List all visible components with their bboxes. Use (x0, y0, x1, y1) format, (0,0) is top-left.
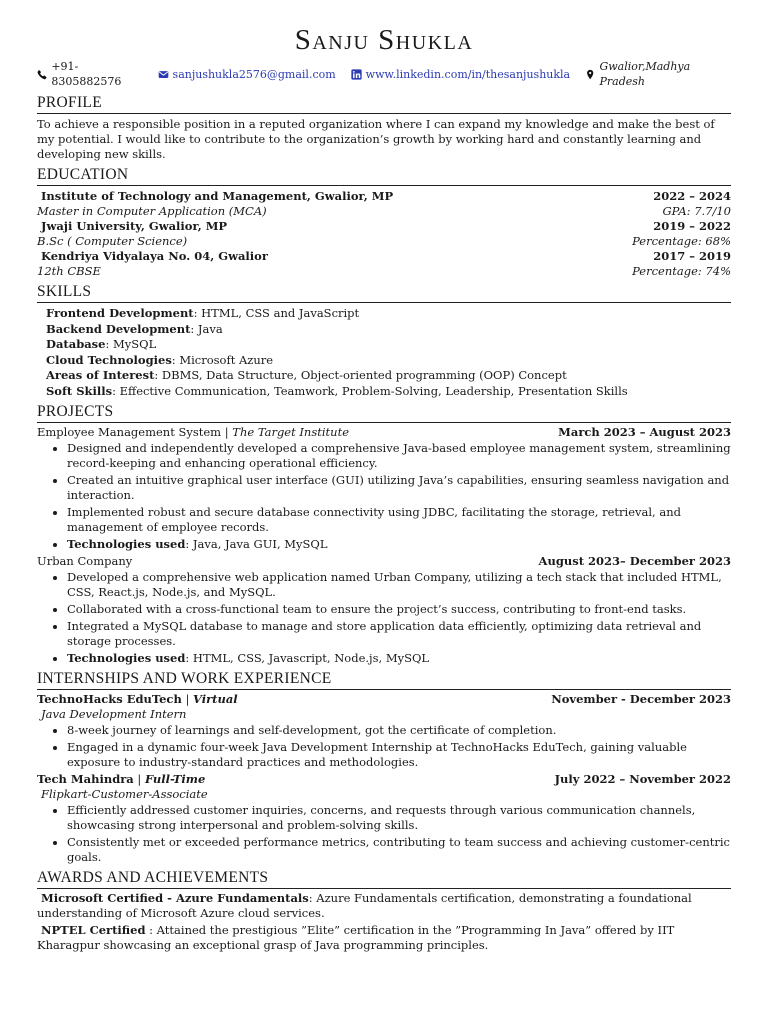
experience-role: Flipkart-Customer-Associate (41, 787, 208, 801)
linkedin-icon (351, 69, 362, 80)
skill-row (46, 322, 731, 338)
tech-value: : Java, Java GUI, MySQL (185, 537, 328, 551)
skill-row (46, 353, 731, 369)
skills-list (37, 306, 731, 399)
experience-bullet: • Consistently met or exceeded performance metrics, contributing to team success and achieving customer-centric goals. (67, 835, 731, 865)
experience-bullet: • Engaged in a dynamic four-week Java Development Internship at TechnoHacks EduTech, gaining valuable exposure to industry-standard practices and methodologies. (67, 740, 731, 770)
profile-section (37, 94, 731, 162)
education-score: Percentage: 74% (632, 264, 731, 278)
skill-label: Database (46, 337, 106, 351)
education-years: 2019 – 2022 (653, 219, 731, 233)
award-title: NPTEL Certified (41, 923, 146, 937)
contact-phone[interactable] (37, 59, 143, 89)
profile-text: To achieve a responsible position in a reputed organization where I can expand my knowledge and make the best of my potential. I would like to contribute to the organization’s growth by working hard and constantly learning and developing new skills. (37, 117, 715, 161)
employment-type: Full-Time (144, 772, 206, 786)
school-name: Kendriya Vidyalaya No. 04, Gwalior (41, 249, 268, 263)
project-dates: August 2023– December 2023 (538, 554, 731, 568)
experience-dates: November - December 2023 (551, 692, 731, 706)
education-entry-detail (37, 234, 731, 249)
education-entry-header (37, 189, 731, 204)
project-bullets (37, 441, 731, 552)
project-title-group (37, 554, 132, 569)
experience-bullets (37, 723, 731, 770)
skill-row (46, 337, 731, 353)
project-org: The Target Institute (232, 425, 349, 439)
section-title-education: EDUCATION (37, 166, 731, 186)
skill-row (46, 384, 731, 400)
education-years: 2022 – 2024 (653, 189, 731, 203)
experience-header (37, 692, 731, 707)
contact-bar (37, 59, 731, 89)
tech-label: Technologies used (67, 651, 186, 665)
employment-type: Virtual (193, 692, 238, 706)
skill-value: : Effective Communication, Teamwork, Problem-Solving, Leadership, Presentation Skills (112, 383, 628, 398)
skill-value: : HTML, CSS and JavaScript (193, 306, 360, 320)
school-name: Institute of Technology and Management, Gwalior, MP (41, 189, 394, 203)
project-bullet: • Designed and independently developed a comprehensive Java-based employee management system, streamlining record-keeping and enhancing operational efficiency. (67, 441, 731, 471)
skill-value: : MySQL (105, 337, 157, 351)
skill-value: : Microsoft Azure (171, 352, 274, 367)
award-entry (37, 923, 731, 953)
experience-list (37, 692, 731, 865)
skill-label: Backend Development (46, 321, 191, 336)
skill-label: Areas of Interest (46, 368, 155, 382)
project-header (37, 425, 731, 440)
project-title: Urban Company (37, 554, 133, 568)
project-tech (67, 651, 731, 666)
project-bullet: • Integrated a MySQL database to manage and store application data efficiently, optimizing data retrieval and storage processes. (67, 619, 731, 649)
school-name: Jwaji University, Gwalior, MP (41, 219, 228, 233)
experience-dates: July 2022 – November 2022 (554, 772, 731, 786)
project-separator: | (221, 425, 233, 439)
degree-name: 12th CBSE (37, 264, 101, 278)
project-title: Employee Management System (37, 425, 222, 439)
project-bullets (37, 570, 731, 666)
education-score: GPA: 7.7/10 (662, 204, 731, 218)
education-section (37, 166, 731, 279)
location-text: Gwalior,Madhya Pradesh (599, 60, 691, 88)
contact-linkedin[interactable] (351, 67, 570, 82)
project-dates: March 2023 – August 2023 (558, 425, 731, 439)
education-entry-detail (37, 204, 731, 219)
experience-separator: | (181, 692, 193, 706)
project-bullet: • Collaborated with a cross-functional team to ensure the project’s success, contributing to front-end tasks. (67, 602, 731, 617)
skill-label: Cloud Technologies (46, 352, 172, 367)
skill-value: : DBMS, Data Structure, Object-oriented programming (OOP) Concept (154, 368, 567, 382)
education-score: Percentage: 68% (632, 234, 731, 248)
projects-list (37, 425, 731, 666)
envelope-icon (158, 69, 169, 80)
experience-bullet: • 8-week journey of learnings and self-development, got the certificate of completion. (67, 723, 731, 738)
candidate-name: Sanju Shukla (294, 24, 474, 56)
skills-section (37, 283, 731, 399)
section-title-profile: PROFILE (37, 94, 731, 114)
degree-name: Master in Computer Application (MCA) (37, 204, 267, 218)
awards-list (37, 891, 731, 953)
award-text: : Attained the prestigious ”Elite” certification in the ”Programming In Java” offered by IIT Kharagpur showcasing an exceptional grasp of Java programming principles. (37, 923, 675, 952)
education-entry-header (37, 219, 731, 234)
projects-section (37, 403, 731, 666)
project-bullet: • Implemented robust and secure database connectivity using JDBC, facilitating the storage, retrieval, and management of employee records. (67, 505, 731, 535)
tech-value: : HTML, CSS, Javascript, Node.js, MySQL (185, 651, 430, 665)
project-title-group (37, 425, 349, 440)
project-header (37, 554, 731, 569)
tech-label: Technologies used (67, 537, 186, 551)
email-link: sanjushukla2576@gmail.com (172, 67, 336, 81)
degree-name: B.Sc ( Computer Science) (37, 234, 188, 248)
skill-row (46, 306, 731, 322)
experience-bullets (37, 803, 731, 865)
map-pin-icon (585, 69, 595, 80)
company-name: Tech Mahindra (37, 772, 134, 786)
skill-label: Frontend Development (46, 306, 194, 320)
skill-label: Soft Skills (46, 383, 113, 398)
experience-separator: | (133, 772, 145, 786)
experience-title-group (37, 692, 238, 707)
project-tech (67, 537, 731, 552)
experience-title-group (37, 772, 205, 787)
linkedin-link: www.linkedin.com/in/thesanjushukla (365, 67, 571, 81)
experience-header (37, 772, 731, 787)
education-list (37, 189, 731, 279)
award-text: : Azure Fundamentals certification, demonstrating a foundational understanding of Microsoft Azure cloud services. (37, 891, 692, 920)
experience-bullet: • Efficiently addressed customer inquiries, concerns, and requests through various communication channels, showcasing strong interpersonal and problem-solving skills. (67, 803, 731, 833)
education-entry-header (37, 249, 731, 264)
skill-value: : Java (190, 321, 223, 336)
contact-email[interactable] (158, 67, 336, 82)
section-title-projects: PROJECTS (37, 403, 731, 423)
section-title-skills: SKILLS (37, 283, 731, 303)
project-bullet: • Developed a comprehensive web application named Urban Company, utilizing a tech stack that included HTML, CSS, React.js, Node.js, and MySQL. (67, 570, 731, 600)
experience-section (37, 670, 731, 865)
education-entry-detail (37, 264, 731, 279)
project-bullet: • Created an intuitive graphical user interface (GUI) utilizing Java’s capabilities, ensuring seamless navigation and interaction. (67, 473, 731, 503)
contact-location (585, 59, 731, 89)
section-title-experience: INTERNSHIPS AND WORK EXPERIENCE (37, 670, 731, 690)
award-entry (37, 891, 731, 921)
award-title: Microsoft Certified - Azure Fundamentals (41, 891, 309, 905)
awards-section (37, 869, 731, 953)
skill-row (46, 368, 731, 384)
phone-icon (37, 69, 47, 80)
education-years: 2017 – 2019 (653, 249, 731, 263)
section-title-awards: AWARDS AND ACHIEVEMENTS (37, 869, 731, 889)
phone-text: +91-8305882576 (51, 60, 122, 88)
company-name: TechnoHacks EduTech (37, 692, 182, 706)
experience-role: Java Development Intern (41, 707, 187, 721)
